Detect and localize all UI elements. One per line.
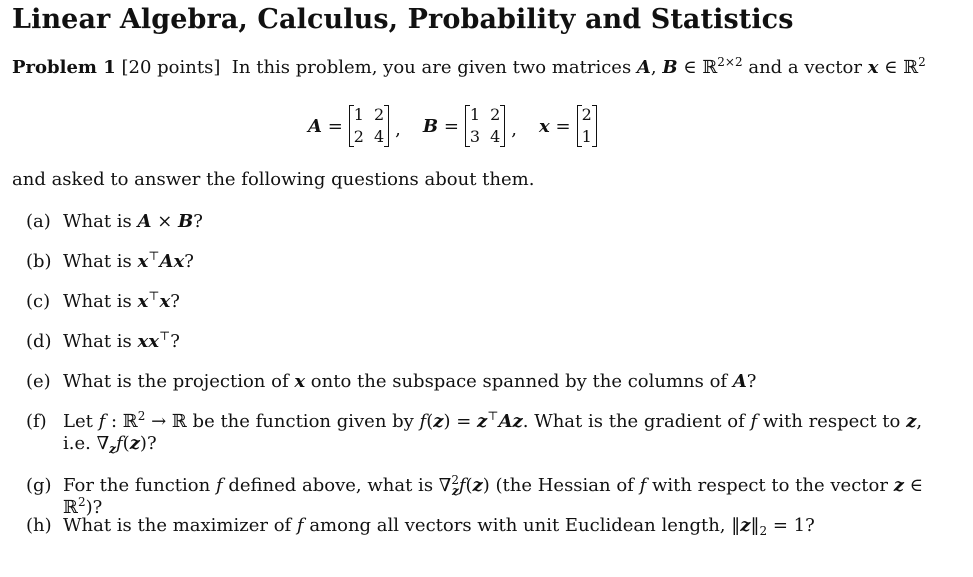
- matrix-b-definition: B = 1 2 3 4 ,: [422, 105, 518, 146]
- question-item: (g) For the function f defined above, what is ∇$^2_z$f(z) (the Hessian of f with respect to the vector z ∈ ℝ$^2$)?: [26, 473, 923, 518]
- question-item: (e) What is the projection of x onto the subspace spanned by the columns of A?: [26, 371, 757, 392]
- vector-x-definition: x = 2 1: [539, 104, 597, 148]
- question-label: (a): [26, 211, 51, 232]
- matrix-a-cell: 2: [373, 105, 385, 124]
- question-item: (c) What is x⊤x?: [26, 289, 180, 312]
- matrix-b-cell: 1: [469, 105, 481, 124]
- matrix-a-cell: 2: [353, 127, 364, 146]
- matrix-b-cell: 4: [490, 127, 501, 146]
- problem-intro-text-2: and a vector: [748, 57, 862, 78]
- matrix-a: [349, 104, 389, 148]
- question-label: (e): [26, 371, 51, 392]
- question-label: (g): [26, 475, 52, 496]
- question-label: (b): [26, 251, 52, 272]
- vector-x: [577, 104, 597, 148]
- after-matrices-text: and asked to answer the following questions about them.: [12, 169, 535, 190]
- question-item: (f) Let f : ℝ$^2$ → ℝ be the function given by f(z) = z⊤Az. What is the gradient of f with respect to z, i.e. $\nabla_zf(z)$?: [26, 409, 923, 456]
- vector-x-cell: 2: [581, 105, 592, 124]
- question-item: (d) What is xx⊤?: [26, 329, 180, 352]
- question-label: (c): [26, 291, 51, 312]
- problem-label: Problem 1: [12, 57, 116, 78]
- matrix-a-cell: 4: [373, 127, 385, 146]
- question-item: (h) What is the maximizer of f among all vectors with unit Euclidean length, $‖z‖_2 = 1$?: [26, 515, 815, 538]
- problem-points: [20 points]: [121, 57, 221, 78]
- matrix-b-cell: 3: [469, 127, 481, 146]
- matrix-b-cell: 2: [490, 105, 501, 124]
- problem-intro-text: In this problem, you are given two matrices: [231, 57, 632, 78]
- question-label: (h): [26, 515, 52, 536]
- question-label: (f): [26, 411, 47, 432]
- vector-x-cell: 1: [581, 127, 592, 146]
- matrix-a-cell: 1: [353, 105, 364, 124]
- matrix-definitions: [308, 101, 597, 151]
- question-item: (b) What is x⊤Ax?: [26, 249, 194, 272]
- question-label: (d): [26, 331, 52, 352]
- problem-statement: Problem 1 [20 points] In this problem, you are given two matrices A, B ∈ ℝ$^{2\times 2}$ and a vector x ∈ ℝ$^2$: [12, 55, 926, 78]
- matrix-b: [465, 104, 505, 148]
- question-item: (a) What is A × B?: [26, 211, 203, 232]
- matrix-a-definition: A = 1 2 2 4 ,: [308, 105, 401, 146]
- page-title: Linear Algebra, Calculus, Probability and Statistics: [12, 4, 794, 35]
